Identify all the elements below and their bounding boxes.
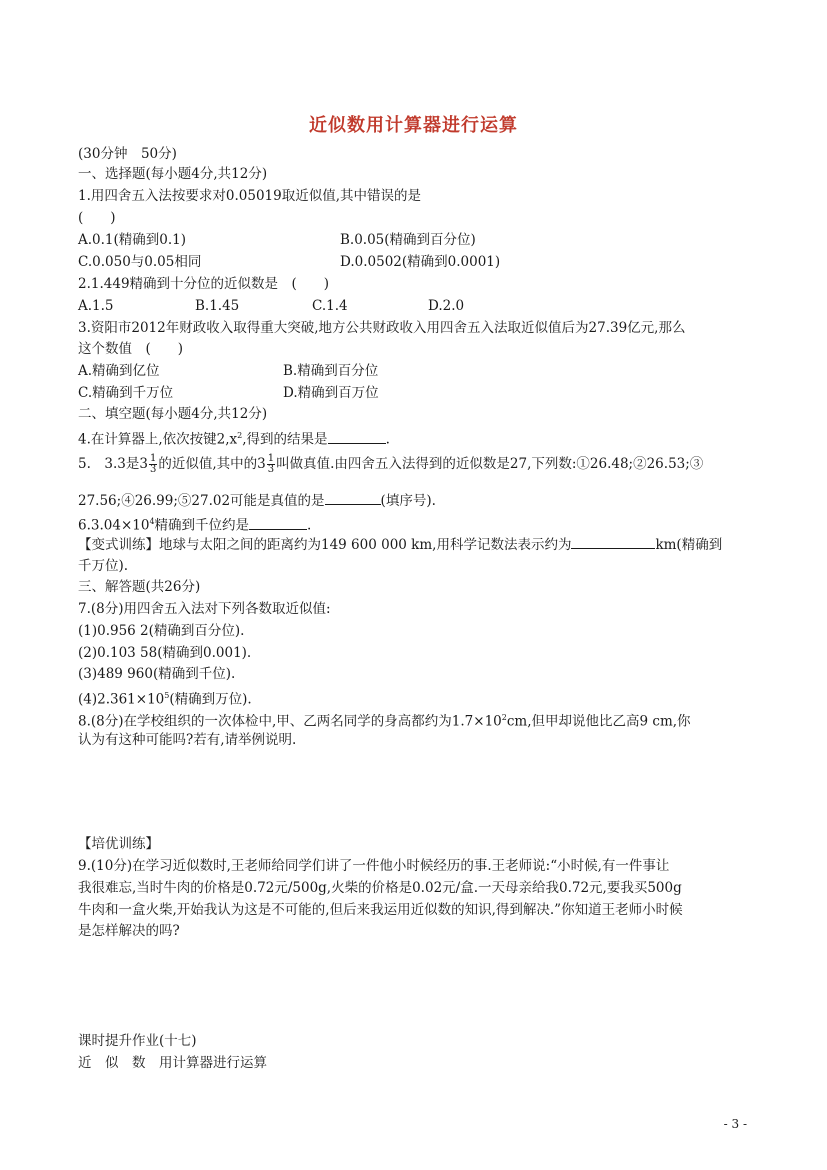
q5-text-2: 的近似值,其中的3 <box>158 456 266 472</box>
q7-item-4 <box>78 687 252 709</box>
section-choice-heading: 一、选择题(每小题4分,共12分) <box>78 166 268 182</box>
page-number: - 3 - <box>723 1117 747 1131</box>
q1-option-b: B.0.05(精确到百分位) <box>340 232 476 248</box>
q5-text-3: 叫做真值.由四舍五入法得到的近似数是27,下列数:①26.48;②26.53;③ <box>276 456 704 472</box>
q3-stem-line1: 3.资阳市2012年财政收入取得重大突破,地方公共财政收入用四舍五入法取近似值后为27.39亿元,那么 <box>78 320 686 336</box>
variant-text-post: km(精确到 <box>655 537 723 553</box>
q7-item-3: (3)489 960(精确到千位). <box>78 666 236 682</box>
footer-assignment-title: 课时提升作业(十七) <box>78 1033 197 1049</box>
q1-option-a: A.0.1(精确到0.1) <box>78 232 187 248</box>
q8-exponent: 2 <box>501 713 507 722</box>
variant-training-line2: 千万位). <box>78 558 129 574</box>
q8-text-post: cm,但甲却说他比乙高9 cm,你 <box>506 713 691 730</box>
q6-exponent: 4 <box>149 517 155 526</box>
fraction-denominator: 3 <box>149 464 157 475</box>
q2-option-d: D.2.0 <box>428 298 465 314</box>
variant-answer-blank[interactable] <box>571 535 655 549</box>
q6-answer-blank[interactable] <box>249 516 307 530</box>
q5-text-4: 27.56;④26.99;⑤27.02可能是真值的是 <box>78 493 325 509</box>
q9-line1: 9.(10分)在学习近似数时,王老师给同学们讲了一件他小时候经历的事.王老师说:“小时候,有一件事让 <box>78 858 670 874</box>
fraction-one-third <box>267 454 275 475</box>
q1-paren: ( ) <box>78 210 116 226</box>
fraction-one-third <box>149 454 157 475</box>
q9-line4: 是怎样解决的吗? <box>78 923 180 939</box>
q9-line3: 牛肉和一盒火柴,开始我认为这是不可能的,但后来我运用近似数的知识,得到解决.”你知道王老师小时候 <box>78 902 683 918</box>
q4-text-post: ,得到的结果是 <box>242 431 328 448</box>
q5-text-1: 5. 3.3是3 <box>78 456 148 472</box>
q7-item-4-pre: (4)2.361×10 <box>78 691 165 708</box>
q6-text-end: . <box>307 517 312 534</box>
q7-item-4-exponent: 5 <box>164 691 170 700</box>
q4 <box>78 427 390 449</box>
page-title: 近似数用计算器进行运算 <box>309 115 518 136</box>
q8-line2: 认为有这种可能吗?若有,请举例说明. <box>78 732 297 748</box>
q4-text-end: . <box>385 431 390 448</box>
q5-line1 <box>78 454 703 475</box>
time-score: (30分钟 50分) <box>78 146 177 162</box>
q5-text-5: (填序号). <box>380 493 436 509</box>
q4-text-pre: 4.在计算器上,依次按键2,x <box>78 431 238 448</box>
q6-text-post: 精确到千位约是 <box>154 517 250 534</box>
variant-text-pre: 【变式训练】地球与太阳之间的距离约为149 600 000 km,用科学记数法表示约为 <box>78 537 572 553</box>
q6 <box>78 513 311 535</box>
q2-option-a: A.1.5 <box>78 298 114 314</box>
q9-line2: 我很难忘,当时牛肉的价格是0.72元/500g,火柴的价格是0.02元/盒.一天母亲给我0.72元,要我买500g <box>78 880 682 896</box>
q7-item-4-post: (精确到万位). <box>169 691 252 708</box>
q7-stem: 7.(8分)用四舍五入法对下列各数取近似值: <box>78 601 331 617</box>
section-fill-heading: 二、填空题(每小题4分,共12分) <box>78 406 268 422</box>
fraction-numerator: 1 <box>267 453 275 464</box>
q7-item-1: (1)0.956 2(精确到百分位). <box>78 623 245 639</box>
q6-text-pre: 6.3.04×10 <box>78 517 150 534</box>
q3-option-b: B.精确到百分位 <box>283 363 379 379</box>
excellence-training-heading: 【培优训练】 <box>78 836 159 852</box>
q4-exponent: 2 <box>237 431 243 440</box>
q3-option-a: A.精确到亿位 <box>78 363 160 379</box>
q7-item-2: (2)0.103 58(精确到0.001). <box>78 645 252 661</box>
q1-option-d: D.0.0502(精确到0.0001) <box>340 254 501 270</box>
q2-option-c: C.1.4 <box>312 298 348 314</box>
q3-option-d: D.精确到百万位 <box>283 385 379 401</box>
q8-text-pre: 8.(8分)在学校组织的一次体检中,甲、乙两名同学的身高都约为1.7×10 <box>78 713 502 730</box>
q1-stem: 1.用四舍五入法按要求对0.05019取近似值,其中错误的是 <box>78 188 421 204</box>
q5-line2 <box>78 491 436 510</box>
q1-option-c: C.0.050与0.05相同 <box>78 254 202 270</box>
footer-lesson-title: 近 似 数 用计算器进行运算 <box>78 1055 267 1071</box>
fraction-denominator: 3 <box>267 464 275 475</box>
q5-answer-blank[interactable] <box>325 491 381 505</box>
fraction-numerator: 1 <box>149 453 157 464</box>
q3-option-c: C.精确到千万位 <box>78 385 174 401</box>
q3-stem-line2: 这个数值 ( ) <box>78 341 184 357</box>
q2-stem: 2.1.449精确到十分位的近似数是 ( ) <box>78 276 330 292</box>
q2-option-b: B.1.45 <box>195 298 240 314</box>
q4-answer-blank[interactable] <box>328 430 386 444</box>
q8-line1 <box>78 709 691 731</box>
variant-training-line1 <box>78 535 722 554</box>
section-answer-heading: 三、解答题(共26分) <box>78 579 201 595</box>
